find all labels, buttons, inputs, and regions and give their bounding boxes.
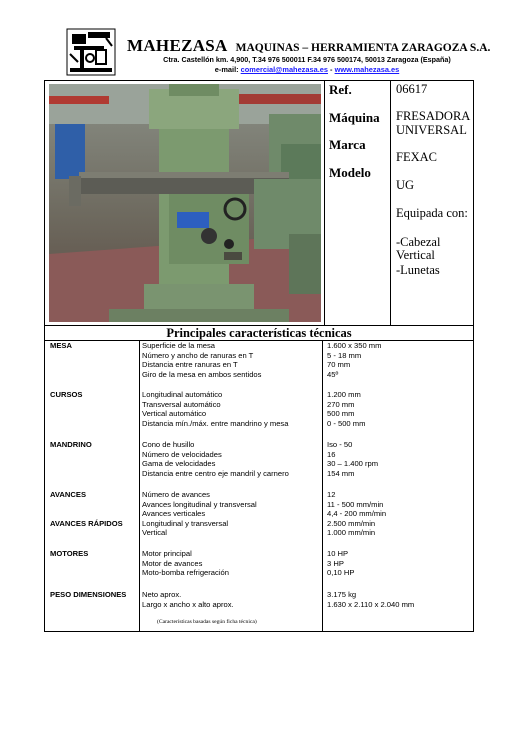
category-mandrino: MANDRINO	[50, 440, 92, 449]
category-peso-dimensiones: PESO DIMENSIONES	[50, 590, 127, 599]
spec-desc: Número y ancho de ranuras en T	[142, 350, 254, 360]
spec-desc: Cono de husillo	[142, 440, 195, 449]
spec-value: 45º	[327, 369, 339, 379]
column-divider	[139, 340, 140, 631]
equipment-item: -Lunetas	[396, 263, 440, 277]
spec-value: 3 HP	[327, 558, 344, 568]
spec-desc: Motor de avances	[142, 558, 203, 568]
spec-desc: Moto-bomba refrigeración	[142, 568, 229, 577]
spec-value: 3.175 kg	[327, 590, 357, 599]
specs-footnote: (Características basadas según ficha técnica)	[157, 619, 257, 625]
spec-value: 12	[327, 490, 336, 499]
company-tagline: MAQUINAS – HERRAMIENTA ZARAGOZA S.A.	[235, 42, 491, 54]
spec-desc: Distancia entre ranuras en T	[142, 360, 238, 369]
spec-value: 2.500 mm/min	[327, 518, 376, 528]
spec-value: 10 HP	[327, 549, 349, 558]
category-cursos: CURSOS	[50, 390, 83, 399]
company-address: Ctra. Castellón km. 4,900, T.34 976 500011 F.34 976 500174, 50013 Zaragoza (España)	[163, 55, 451, 64]
value-maquina-line1: FRESADORA	[396, 109, 471, 123]
brand-name: MAHEZASA	[127, 36, 228, 55]
label-marca: Marca	[329, 137, 366, 152]
category-avances: AVANCES	[50, 490, 87, 499]
spec-desc: Vertical	[142, 528, 167, 537]
spec-desc: Avances verticales	[142, 509, 206, 518]
label-ref: Ref.	[329, 82, 352, 97]
spec-value: 1.200 mm	[327, 390, 361, 399]
spec-desc: Longitudinal automático	[142, 390, 223, 399]
spec-value: 154 mm	[327, 468, 355, 478]
spec-desc: Distancia entre centro eje mandril y carnero	[142, 468, 289, 478]
category-mesa: MESA	[50, 341, 72, 350]
value-maquina-line2: UNIVERSAL	[396, 123, 467, 137]
spec-value: 30 – 1.400 rpm	[327, 459, 379, 468]
spec-value: 270 mm	[327, 399, 355, 409]
website-link[interactable]: www.mahezasa.es	[334, 65, 400, 74]
spec-value: Iso - 50	[327, 440, 353, 449]
company-logo	[66, 28, 116, 76]
specs-title: Principales características técnicas	[45, 326, 473, 341]
label-maquina: Máquina	[329, 110, 380, 125]
spec-desc: Vertical automático	[142, 409, 207, 418]
column-divider	[322, 340, 323, 631]
spec-desc: Superficie de la mesa	[142, 341, 216, 350]
separator: -	[330, 65, 333, 74]
value-modelo: UG	[396, 178, 415, 192]
spec-desc: Longitudinal y transversal	[142, 518, 229, 528]
spec-value: 500 mm	[327, 409, 355, 418]
column-divider	[324, 81, 325, 325]
spec-value: 0 - 500 mm	[327, 418, 366, 428]
machine-photo	[49, 84, 321, 322]
spec-value: 1.630 x 2.110 x 2.040 mm	[327, 599, 415, 609]
spec-value: 5 - 18 mm	[327, 350, 362, 360]
label-modelo: Modelo	[329, 165, 371, 180]
specs-table	[44, 326, 474, 632]
spec-desc: Número de velocidades	[142, 449, 222, 459]
spec-desc: Número de avances	[142, 490, 210, 499]
email-label: e-mail:	[214, 65, 239, 74]
spec-value: 11 - 500 mm/min	[327, 499, 384, 509]
spec-value: 1.600 x 350 mm	[327, 341, 382, 350]
spec-value: 16	[327, 449, 336, 459]
spec-desc: Giro de la mesa en ambos sentidos	[142, 369, 262, 379]
spec-desc: Largo x ancho x alto aprox.	[142, 599, 234, 609]
column-divider	[390, 81, 391, 325]
equipment-item: -Cabezal Vertical	[396, 235, 441, 262]
value-marca: FEXAC	[396, 150, 437, 164]
spec-desc: Distancia mín./máx. entre mandrino y mesa	[142, 418, 289, 428]
value-ref: 06617	[396, 82, 428, 96]
email-link[interactable]: comercial@mahezasa.es	[240, 65, 328, 74]
spec-value: 0,10 HP	[327, 568, 355, 577]
equipment-label: Equipada con:	[396, 206, 468, 220]
spec-desc: Avances longitudinal y transversal	[142, 499, 257, 509]
company-name	[127, 36, 497, 56]
machine-summary	[44, 80, 474, 326]
spec-value: 4,4 - 200 mm/min	[327, 509, 387, 518]
category-motores: MOTORES	[50, 549, 89, 558]
spec-value: 70 mm	[327, 360, 351, 369]
category-avances-rapidos: AVANCES RÁPIDOS	[50, 518, 123, 528]
spec-desc: Gama de velocidades	[142, 459, 216, 468]
spec-value: 1.000 mm/min	[327, 528, 376, 537]
contact-line	[127, 65, 487, 74]
spec-desc: Neto aprox.	[142, 590, 182, 599]
spec-desc: Motor principal	[142, 549, 192, 558]
spec-desc: Transversal automático	[142, 399, 221, 409]
